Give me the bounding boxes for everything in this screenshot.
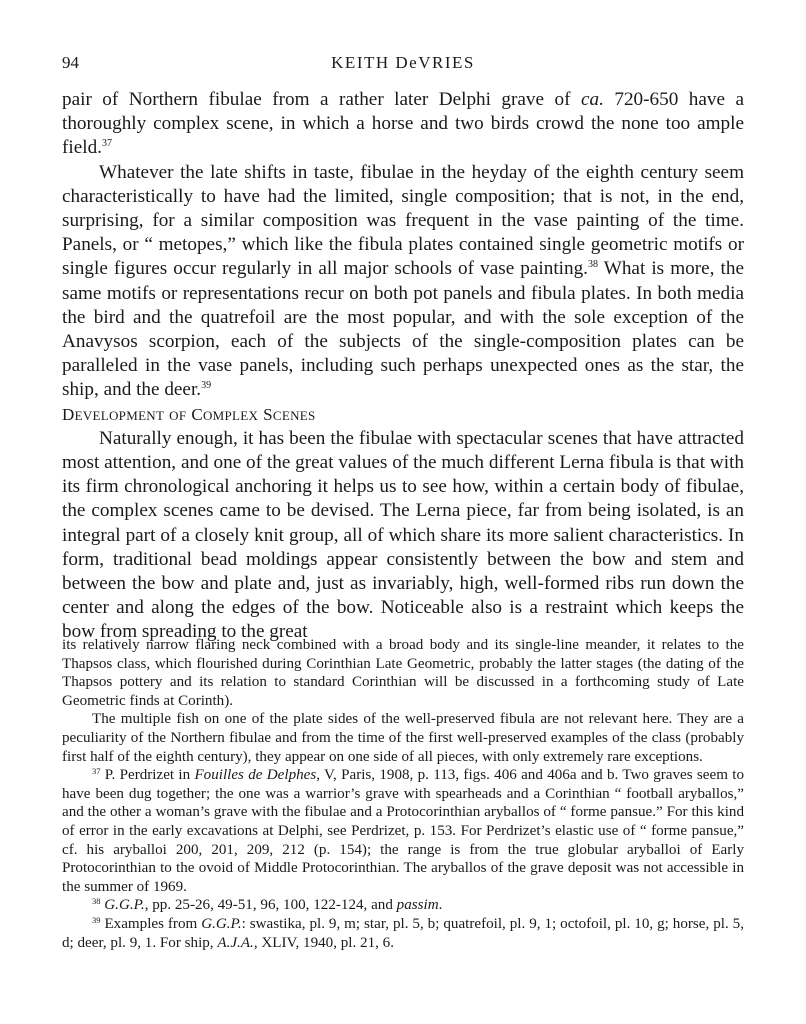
paragraph-3: Naturally enough, it has been the fibulae with spectacular scenes that have attracted most attention, and one of the great values of the much different Lerna fibula is that with its firm chronological anchoring it helps us to see how, within a certain body of fibulae, the complex scenes came to be devised. The Lerna piece, far from being isolated, is an integral part of a closely knit group, all of which share its more salient characteristics. In form, traditional bead moldings appear consistently between the bow and stem and between the bow and plate and, just as invariably, high, well-formed ribs run down the center and along the edges of the bow. Noticeable also is a restraint which keeps the bow from spreading to the great — [62, 427, 744, 643]
footnote-ref-39: 39 — [201, 380, 212, 392]
footnote-39: $^{39}$ Examples from G.G.P.: swastika, pl. 9, m; star, pl. 5, b; quatrefoil, pl. 9, 1; octofoil, pl. 10, g; horse, pl. 5, d; deer, pl. 9, 1. For ship, A.J.A., XLIV, 1940, pl. 21, 6. — [62, 914, 744, 951]
page-header — [62, 53, 744, 75]
footnote-38: $^{38}$ G.G.P., pp. 25-26, 49-51, 96, 100, 122-124, and passim. — [92, 896, 443, 914]
footnote-fish: The multiple fish on one of the plate sides of the well-preserved fibula are not relevant here. They are a peculiarity of the Northern fibulae and from the time of the first well-preserved examples of the class (probably first half of the eighth century), they appear on one side of all pieces, with only extremely rare exceptions. — [62, 711, 744, 765]
section-heading: Development of Complex Scenes — [62, 404, 316, 425]
footnote-ref-37: 37 — [101, 138, 112, 150]
footnote-ref-38: 38 — [587, 259, 598, 271]
footnote-continuation: its relatively narrow flaring neck combined with a broad body and its single-line meander, it relates to the Thapsos class, which flourished during Corinthian Late Geometric, probably the latter stages (the dating of the Thapsos pottery and its relation to standard Corinthian will be discussed in a forthcoming study of Late Geometric finds at Corinth). — [62, 637, 744, 709]
page-number: 94 — [62, 53, 79, 72]
paragraph-2: Whatever the late shifts in taste, fibulae in the heyday of the eighth century seem characteristically to have had the limited, single composition; that is not, in the end, surprising, for a similar composition was frequent in the vase painting of the time. Panels, or “ metopes,” which like the fibula plates contained single geometric motifs or single figures occur regularly in all major schools of vase painting.$^{38}$ What is more, the same motifs or representations recur on both pot panels and fibula plates. In both media the bird and the quatrefoil are the most popular, and with the sole exception of the Anavysos scorpion, each of the subjects of the single-composition plates can be paralleled in the vase panels, including such perhaps unexpected ones as the star, the ship, and the deer.$^{39}$ — [62, 161, 744, 401]
footnotes — [62, 636, 744, 952]
footnote-37: $^{37}$ P. Perdrizet in Fouilles de Delphes, V, Paris, 1908, p. 113, figs. 406 and 406a and b. Two graves seem to have been dug together; the one was a warrior’s grave with spearheads and a Corinthian “ football aryballos,” and the other a woman’s grave with the fibulae and a Protocorinthian aryballos of “ forme pansue.” For this kind of error in the early excavations at Delphi, see Perdrizet, p. 153. For Perdrizet’s elastic use of “ forme pansue,” cf. his aryballoi 200, 201, 209, 212 (p. 154); the range is from the true globular aryballoi of Early Protocorinthian to the ovoid of Middle Protocorinthian. The aryballos of the grave deposit was not accessible in the summer of 1969. — [62, 766, 744, 895]
running-head: KEITH DeVRIES — [331, 53, 475, 72]
paragraph-1: pair of Northern fibulae from a rather later Delphi grave of ca. 720-650 have a thoroughly complex scene, in which a horse and two birds crowd the none too ample field.$^{37}$ — [62, 89, 744, 159]
main-text — [62, 88, 744, 645]
